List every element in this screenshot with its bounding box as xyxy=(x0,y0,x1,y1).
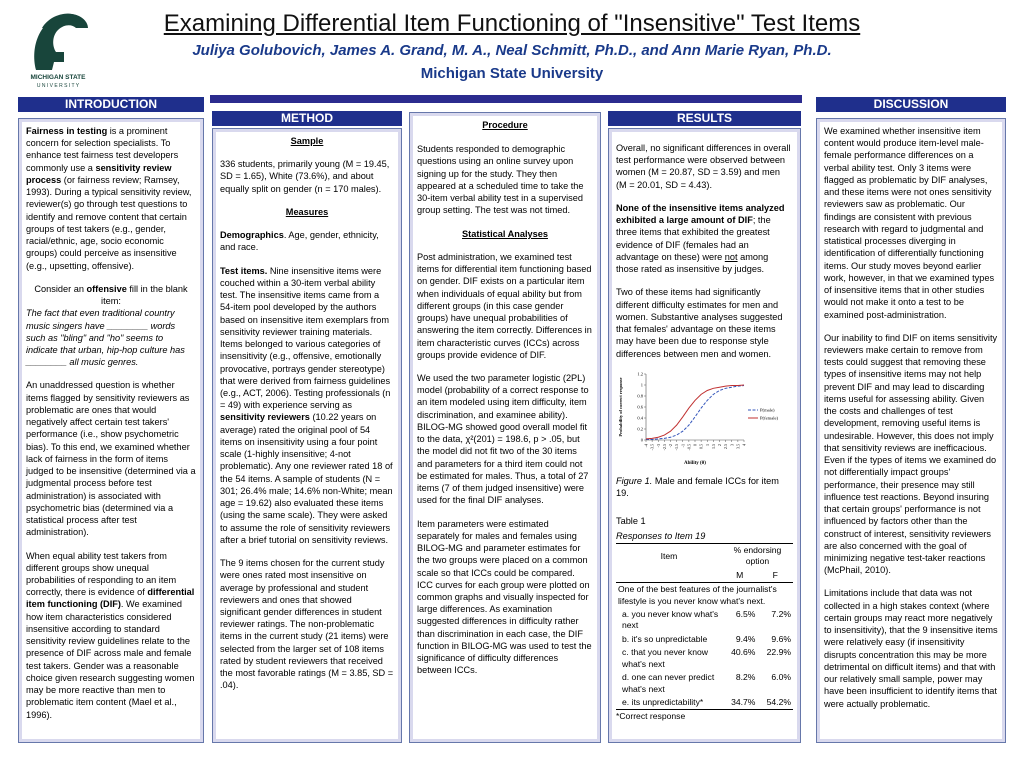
method-content xyxy=(216,132,398,739)
y-tick-label: 0.6 xyxy=(637,404,643,410)
figure-caption xyxy=(616,475,793,499)
results-column xyxy=(608,128,801,743)
results-text: among those rated as insensitive by judges. xyxy=(616,251,769,275)
intro-text: (or fairness review; Ramsey, 1993). During a typical sensitivity review, reviewer(s) go through test questions to identify and remove content that certain groups of test takers (e.g., gender, racial/ethnic, age, socio economic groups) could perceive as insensitive (e.g., upsetting, offensive). xyxy=(26,174,192,271)
method-term-test-items: Test items. xyxy=(220,265,268,276)
statistical-paragraph-2: We used the two parameter logistic (2PL) model (probability of a correct response to an item modeled using item difficulty, item discrimination, and examinee ability). BILOG-MG showed good overall model fit to the data, χ²(201) = 198.6, p > .05, but the model did not fit two of the 30 items and parameters for a third item could not be estimated for males. Thus, a total of 27 items (7 of them judged insensitive) were used for the final DIF analyses. xyxy=(417,372,589,506)
procedure-text: Students responded to demographic questions using an online survey upon signing up for the study. They then appeared at a scheduled time to take the 30-item verbal ability test in a supervised group setting. The test was not timed. xyxy=(417,144,584,216)
header-bar-center xyxy=(210,95,802,103)
icc-chart xyxy=(616,368,786,468)
intro-text: is a prominent concern for selection specialists. To enhance test fairness test developers commonly use a xyxy=(26,126,179,173)
figure-label: Figure 1. xyxy=(616,475,653,486)
method-text: . Age, gender, ethnicity, and race. xyxy=(220,230,379,253)
table-row xyxy=(616,646,793,671)
method-nine-items: The 9 items chosen for the current study were ones rated most insensitive on average by professional and student reviewers and ones that showed significant gender differences in student reviewer ratings. The non-problematic items in the current study (21 items) were selected from the larger set of 108 items rated by student reviewers that received the most favorable ratings (M = 3.85, SD = .04). xyxy=(220,558,394,691)
legend-label: P(male) xyxy=(760,407,775,413)
introduction-content xyxy=(22,122,200,739)
y-tick-label: 1 xyxy=(640,382,643,388)
y-tick-label: 1.2 xyxy=(637,371,643,377)
table-empty-cell xyxy=(616,569,722,583)
table-col-item: Item xyxy=(660,550,678,561)
table-cell-m: 40.6% xyxy=(731,647,756,658)
x-tick-label: 0.5 xyxy=(698,443,704,449)
x-tick-label: -4 xyxy=(643,443,649,448)
table-subheader-row xyxy=(616,569,793,583)
x-tick-label: -2 xyxy=(668,443,673,448)
responses-table xyxy=(616,544,793,709)
table-stem: One of the best features of the journalist's lifestyle is you never know what's next. xyxy=(618,584,777,606)
results-paragraph-1: Overall, no significant differences in overall test performance were observed between women (M = 20.87, SD = 3.59) and men (M = 20.01, SD = 4.43). xyxy=(616,143,791,190)
y-tick-label: 0.4 xyxy=(637,415,643,421)
table-col-m: M xyxy=(736,569,744,580)
table-row xyxy=(616,608,793,633)
poster-title: Examining Differential Item Functioning of "Insensitive" Test Items xyxy=(163,10,861,37)
results-content xyxy=(612,132,797,739)
legend-label: P(female) xyxy=(760,415,779,421)
statistical-paragraph-3: Item parameters were estimated separately for males and females using BILOG-MG and parameter estimates for the two groups were placed on a common scale so that ICCs could be compared. ICC curves for each group were plotted on common graphs and visually inspected for large differences. As examination suggested differences in difficulty rather than discrimination in each case, the DIF function in BILOG-MG was used to test the significance of difficulty differences between ICCs. xyxy=(417,518,592,676)
method-text: (10.22 years on average) rated the original pool of 54 items on insensitivity using a four point scale (1-highly insensitive; 4-not problematic). Any one reviewer rated 18 of the 54 items. A sample of students (N = 301; 26.4% male; 14.6% non-White; mean age = 19.62) also evaluated these items (using the same scale). They were asked to assume the role of sensitivity reviewers after a brief tutorial on sensitivity reviews. xyxy=(220,412,393,545)
procedure-content xyxy=(413,116,597,739)
intro-term-fairness: Fairness in testing xyxy=(26,126,108,136)
y-tick-label: 0 xyxy=(640,437,643,443)
method-sample-text: 336 students, primarily young (M = 19.45, SD = 1.65), White (73.6%), and about equally split on gender (n = 170 males). xyxy=(220,159,390,194)
x-tick-label: -2.5 xyxy=(661,443,667,451)
table-cell-f: 6.0% xyxy=(771,672,791,683)
table-cell-f: 7.2% xyxy=(771,609,791,620)
discussion-content xyxy=(820,122,1002,739)
intro-paragraph-2 xyxy=(26,283,196,307)
table-cell-label: d. one can never predict what's next xyxy=(622,672,715,694)
method-measures-heading: Measures xyxy=(285,206,329,217)
method-term-reviewers: sensitivity reviewers xyxy=(220,412,310,423)
results-text: ; the three items that exhibited the greatest evidence of DIF (females had an advantage on these) were xyxy=(616,215,771,262)
x-tick-label: 1.5 xyxy=(710,443,716,449)
x-tick-label: 1 xyxy=(704,443,710,446)
x-tick-label: 2 xyxy=(717,443,722,446)
table-row xyxy=(616,633,793,646)
figure-caption-text: Male and female ICCs for item 19. xyxy=(616,475,779,499)
x-tick-label: 2.5 xyxy=(723,443,729,449)
discussion-paragraph-2: Our inability to find DIF on items sensitivity reviewers make certain to remove from tests could suggest that removing these types of insensitive items may not help prevent DIF and may lead to discarding items useful for assessing ability. Given the costs and challenges of test development, removing useful items is undesirable. However, this does not imply that sensitivity reviews are inefficacious. Even if the types of items we examined do not differentially impact groups' performance, their presence may still influence test reactions. Beyond insuring that certain groups' performance is not influenced by factors other than the construct of interest, sensitivity reviewers are also concerned with the goal of minimizing negative test-taker reactions (McPhail, 2010). xyxy=(824,332,998,576)
x-tick-label: -1.5 xyxy=(674,443,680,451)
intro-paragraph-3: An unaddressed question is whether items flagged by sensitivity reviewers as problematic are ones that would negatively affect certain test takers' performance (i.e., show psychometric bias). To this end, we examined whether lack of fairness in the form of items judged to be insensitive (determined via a judgmental process before test administration) is associated with psychometric bias (determined via a statistical process after test administration). xyxy=(26,380,196,538)
discussion-column xyxy=(816,118,1006,743)
x-tick-label: -1 xyxy=(680,443,686,448)
method-term-demographics: Demographics xyxy=(220,230,284,241)
section-head-introduction: INTRODUCTION xyxy=(18,97,204,112)
table-label: Table 1 xyxy=(616,516,646,527)
statistical-analyses-heading: Statistical Analyses xyxy=(462,228,548,239)
y-axis-label: Probability of correct response xyxy=(618,377,623,437)
table-cell-label: c. that you never know what's next xyxy=(622,647,708,669)
table-note: *Correct response xyxy=(616,709,793,722)
discussion-paragraph-1: We examined whether insensitive item content would produce item-level male-female performance differences on a verbal ability test. Only 3 items were flagged as problematic by DIF analyses, and these items were not ones sensitivity reviewers saw as problematic. Our findings are consistent with previous research with regard to judgmental and statistical processes diverging in identification of differentially functioning items. Our study moves beyond earlier work, however, in that we examined types of insensitive items that in other studies would not make it onto a test to be examined post-administration. xyxy=(824,126,995,320)
intro-text: When equal ability test takers from different groups show unequal probabilities of responding to an item correctly, there is evidence of xyxy=(26,550,177,598)
x-tick-label: 3.5 xyxy=(735,443,741,449)
table-row xyxy=(616,696,793,709)
x-tick-label: -0.5 xyxy=(686,443,692,451)
results-key-finding: None of the insensitive items analyzed exhibited a large amount of DIF xyxy=(616,202,785,226)
logo-text-secondary: U N I V E R S I T Y xyxy=(36,83,80,89)
table-cell-f: 9.6% xyxy=(771,633,791,644)
intro-paragraph-4 xyxy=(26,550,196,721)
section-head-method: METHOD xyxy=(212,111,402,126)
intro-term-offensive: offensive xyxy=(86,283,127,294)
statistical-paragraph-1: Post administration, we examined test items for differential item functioning based on gender. DIF exists on a particular item when individuals of equal ability but from different groups (in this case gender groups) have unequal probabilities of answering the item correctly. Differences in item characteristic curves (ICCs) across groups provide evidence of DIF. xyxy=(417,251,592,360)
method-text: Nine insensitive items were couched within a 30-item verbal ability test. The insensitive items came from a 54-item pool developed by the authors based on insensitive item exemplars from sensitivity reviewer training materials. Items belonged to various categories of insensitivity (e.g., offensive, emotionally provocative, portrays gender stereotype) that were derived from fairness guidelines (e.g., ACT, 2006). Testing professionals (n = 49) with experience serving as xyxy=(220,265,391,411)
results-paragraph-2 xyxy=(616,202,793,275)
table-header-row xyxy=(616,544,793,569)
section-head-results: RESULTS xyxy=(608,111,801,126)
introduction-column xyxy=(18,118,204,743)
y-tick-label: 0.2 xyxy=(637,426,643,432)
poster-university: Michigan State University xyxy=(420,65,604,82)
table-cell-f: 22.9% xyxy=(766,647,791,658)
method-test-items xyxy=(220,265,394,546)
method-column xyxy=(212,128,402,743)
method-sample-heading: Sample xyxy=(290,136,324,146)
intro-example-item: The fact that even traditional country music singers have ________ words such as "bling" and "ho" seems to indicate that urban, hip-hop culture has ________ all music genres. xyxy=(26,308,185,368)
intro-text: fill in the blank item: xyxy=(101,283,188,307)
intro-term-sensitivity: sensitivity review process xyxy=(26,162,172,185)
table-row xyxy=(616,671,793,696)
table-cell-f: 54.2% xyxy=(766,696,791,707)
table-cell-label: a. you never know what's next xyxy=(622,609,719,631)
table-cell-label: e. its unpredictability* xyxy=(622,696,704,707)
table-cell-m: 8.2% xyxy=(735,672,756,683)
table-title: Responses to Item 19 xyxy=(616,530,793,544)
table-cell-m: 9.4% xyxy=(735,633,756,644)
section-head-discussion: DISCUSSION xyxy=(816,97,1006,112)
method-demographics xyxy=(220,229,394,253)
intro-text: Consider an xyxy=(34,283,87,294)
results-paragraph-3: Two of these items had significantly different difficulty estimates for men and women. Substantive analyses suggested that females' advantage on these items may have been due to response style differences between men and women. xyxy=(616,287,783,359)
x-tick-label: 0 xyxy=(692,443,698,446)
logo-text-primary: MICHIGAN STATE xyxy=(30,74,86,81)
results-text-underlined: not xyxy=(724,251,738,262)
table-cell-m: 34.7% xyxy=(731,696,756,707)
x-tick-label: 3 xyxy=(729,443,735,446)
x-tick-label: 4 xyxy=(741,443,747,446)
x-axis-label: Ability (θ) xyxy=(684,460,706,466)
table-cell-m: 6.5% xyxy=(735,609,756,620)
procedure-heading: Procedure xyxy=(482,120,528,130)
discussion-paragraph-3: Limitations include that data was not collected in a high stakes context (where certain groups may react more negatively to insensitivity), that the 9 insensitive items were relatively easy (if insensitivity disrupts concentration this may be more detrimental on difficult items) and that with our relatively small sample, power may have been insufficient to identify items that were actually problematic. xyxy=(824,588,998,709)
x-tick-label: -3 xyxy=(655,443,661,448)
table-body xyxy=(616,608,793,709)
table-col-f: F xyxy=(772,569,778,580)
table-stem-row xyxy=(616,583,793,608)
x-tick-label: -3.5 xyxy=(649,443,655,451)
intro-term-dif: differential item functioning (DIF) xyxy=(26,587,195,610)
intro-paragraph-1 xyxy=(26,125,196,272)
y-tick-label: 0.8 xyxy=(637,393,643,399)
procedure-column xyxy=(409,112,601,743)
table-cell-label: b. it's so unpredictable xyxy=(622,633,708,644)
poster-authors: Juliya Golubovich, James A. Grand, M. A., Neal Schmitt, Ph.D., and Ann Marie Ryan, Ph.D. xyxy=(192,42,832,59)
intro-text: . We examined how item characteristics considered insensitive according to standard sensitivity review guidelines relate to the presence of DIF across male and female test takers. Gender was a reasonable choice given research suggesting women may be more reactive than men to problematic item content (Mael et al., 1996). xyxy=(26,599,195,720)
table-col-pct: % endorsing option xyxy=(733,544,782,567)
